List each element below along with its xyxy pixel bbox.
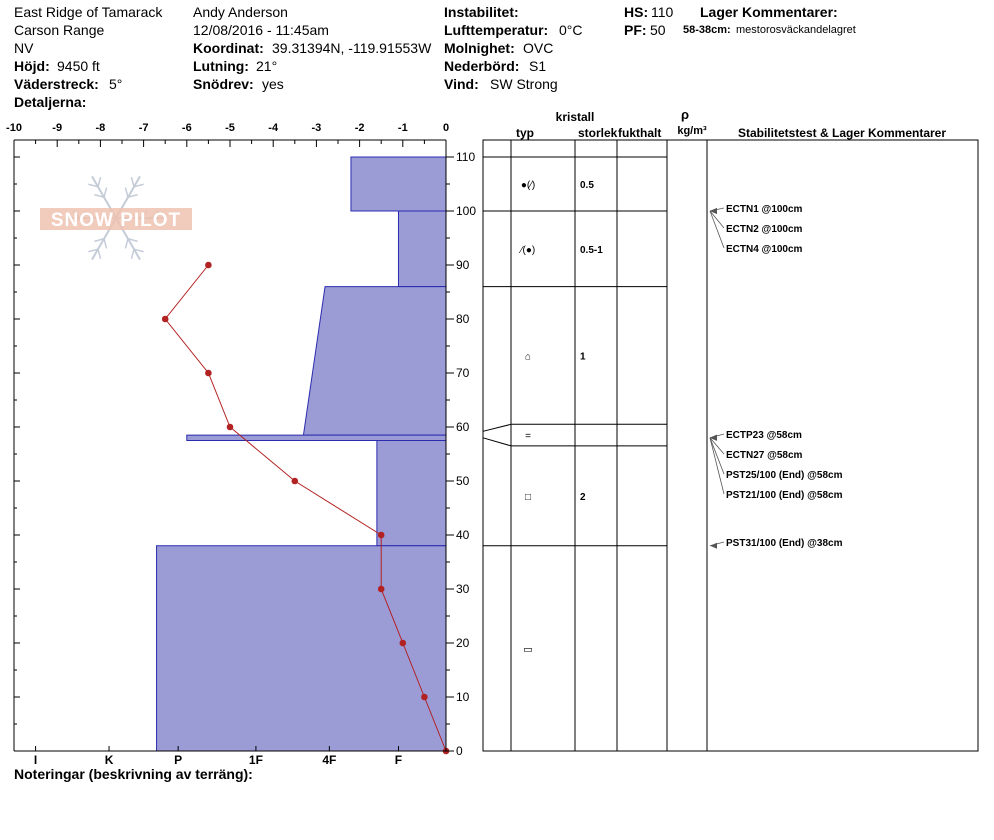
stability-test-label: PST21/100 (End) @58cm (726, 490, 843, 501)
precip-label: Nederbörd: (444, 58, 520, 74)
top-axis-tick-label: -3 (311, 122, 322, 134)
snowflake-branch (125, 239, 128, 249)
snowflake-branch (98, 177, 101, 187)
observer-name: Andy Anderson (193, 4, 288, 20)
notes-label: Noteringar (beskrivning av terräng): (14, 766, 253, 782)
hardness-tick-label: 4F (322, 753, 337, 767)
top-axis-tick-label: -4 (268, 122, 279, 134)
slope-label: Lutning: (193, 58, 249, 74)
depth-axis-tick-label: 80 (456, 312, 470, 326)
hardness-layer-bar (398, 211, 446, 287)
elevation-label: Höjd: (14, 58, 50, 74)
stability-test-label: ECTN2 @100cm (726, 224, 803, 235)
hardness-tick-label: 1F (248, 753, 263, 767)
temperature-point (162, 316, 169, 323)
depth-axis-tick-label: 10 (456, 690, 470, 704)
depth-axis-tick-label: 60 (456, 420, 470, 434)
hardness-tick-label: P (174, 753, 183, 767)
stability-test-leader (710, 211, 724, 248)
observation-datetime: 12/08/2016 - 11:45am (193, 22, 329, 38)
crystal-size: 2 (580, 491, 586, 503)
crystal-type-symbol: ⌂ (524, 351, 532, 363)
aspect-label: Väderstreck: (14, 76, 99, 92)
airtemp-label: Lufttemperatur: (444, 22, 549, 38)
depth-axis-tick-label: 110 (456, 150, 476, 164)
depth-axis-tick-label: 40 (456, 528, 470, 542)
stability-test-label: PST25/100 (End) @58cm (726, 470, 843, 481)
crystal-type-symbol: ▭ (523, 644, 533, 656)
pf-label: PF: (624, 22, 647, 38)
elevation-value: 9450 ft (57, 58, 100, 74)
state-name: NV (14, 40, 34, 56)
top-axis-tick-label: -5 (225, 122, 235, 134)
coordinate-value: 39.31394N, -119.91553W (272, 40, 432, 56)
top-axis-tick-label: -8 (95, 122, 106, 134)
crystal-size: 0.5-1 (580, 244, 603, 256)
stability-test-label: ECTN4 @100cm (726, 244, 803, 255)
temperature-point (227, 424, 234, 431)
airtemp-value: 0°C (559, 22, 583, 38)
drift-label: Snödrev: (193, 76, 254, 92)
snowflake-branch (104, 239, 107, 249)
crystal-type-symbol: ⁄(●) (520, 244, 536, 256)
crystal-size: 1 (580, 351, 586, 363)
coordinate-label: Koordinat: (193, 40, 264, 56)
top-axis-tick-label: -10 (6, 122, 22, 134)
type-header: typ (516, 126, 534, 140)
slope-value: 21° (256, 58, 278, 74)
temperature-point (205, 370, 212, 377)
stability-test-leader (710, 438, 724, 474)
crystal-type-symbol: □ (524, 491, 532, 503)
range-name: Carson Range (14, 22, 105, 38)
depth-axis-tick-label: 30 (456, 582, 470, 596)
pf-value: 50 (650, 22, 666, 38)
moisture-header: fukthalt (618, 126, 662, 140)
depth-axis-tick-label: 0 (456, 744, 463, 758)
depth-axis-tick-label: 20 (456, 636, 470, 650)
rho-header: ρ (680, 107, 690, 122)
temperature-point (400, 640, 407, 647)
top-axis-tick-label: -7 (138, 122, 149, 134)
layer-table (483, 107, 978, 751)
location-name: East Ridge of Tamarack (14, 4, 163, 20)
snowflake-branch (98, 249, 101, 259)
top-axis-tick-label: 0 (442, 122, 450, 134)
drift-value: yes (262, 76, 284, 92)
top-axis-tick-label: -1 (397, 122, 408, 134)
stability-test-arrow (710, 543, 717, 549)
layer-comment-text: mestorosväckandelagret (736, 24, 856, 36)
layer-boundary-connector (483, 424, 511, 431)
cloud-label: Molnighet: (444, 40, 515, 56)
top-axis-tick-label: -6 (181, 122, 192, 134)
wind-value: SW Strong (490, 76, 558, 92)
snowflake-branch (125, 188, 128, 198)
layer-comment-range: 58-38cm: (683, 24, 731, 36)
hardness-layer-bar (303, 287, 446, 436)
logo-text: SNOW PILOT (50, 210, 182, 231)
hardness-layer-bar (187, 435, 446, 440)
instability-label: Instabilitet: (444, 4, 519, 20)
depth-axis-tick-label: 70 (456, 366, 470, 380)
temperature-point (421, 694, 428, 701)
crystal-header: kristall (555, 110, 595, 124)
hardness-layer-bar (377, 441, 446, 546)
hardness-layer-bar (351, 157, 446, 211)
temperature-point (378, 586, 385, 593)
top-axis-tick-label: -2 (354, 122, 365, 134)
depth-axis-tick-label: 100 (456, 204, 477, 218)
hs-label: HS: (624, 4, 649, 20)
stability-header: Stabilitetstest & Lager Kommentarer (737, 126, 947, 140)
top-axis-tick-label: -9 (52, 122, 63, 134)
hardness-tick-label: F (394, 753, 403, 767)
crystal-type-symbol: ●(⁄) (520, 180, 536, 191)
cloud-value: OVC (523, 40, 554, 56)
details-label: Detaljerna: (14, 94, 87, 110)
depth-axis-tick-label: 90 (456, 258, 470, 272)
layer-boundary-connector (483, 438, 511, 446)
hs-value: 110 (651, 4, 674, 20)
snowflake-branch (104, 188, 107, 198)
depth-axis-tick-label: 50 (456, 474, 470, 488)
hardness-tick-label: I (33, 753, 38, 767)
wind-label: Vind: (444, 76, 479, 92)
hardness-profile (157, 157, 446, 751)
aspect-value: 5° (109, 76, 123, 92)
snowpilot-logo (40, 176, 192, 259)
snowflake-branch (131, 177, 134, 187)
stability-test-label: ECTN1 @100cm (726, 204, 803, 215)
stability-test-label: ECTP23 @58cm (726, 430, 802, 441)
layer-comments-label: Lager Kommentarer: (700, 4, 838, 20)
temperature-point (378, 532, 385, 539)
crystal-type-symbol: = (525, 431, 531, 443)
stability-test-label: PST31/100 (End) @38cm (726, 538, 843, 549)
density-header: kg/m³ (677, 125, 707, 137)
temperature-point (205, 262, 212, 269)
size-header: storlek (578, 126, 618, 140)
stability-test-label: ECTN27 @58cm (726, 450, 803, 461)
precip-value: S1 (529, 58, 547, 74)
hardness-layer-bar (157, 546, 446, 751)
snowflake-branch (131, 249, 134, 259)
crystal-size: 0.5 (580, 180, 594, 191)
temperature-point (292, 478, 299, 485)
hardness-tick-label: K (104, 753, 114, 767)
